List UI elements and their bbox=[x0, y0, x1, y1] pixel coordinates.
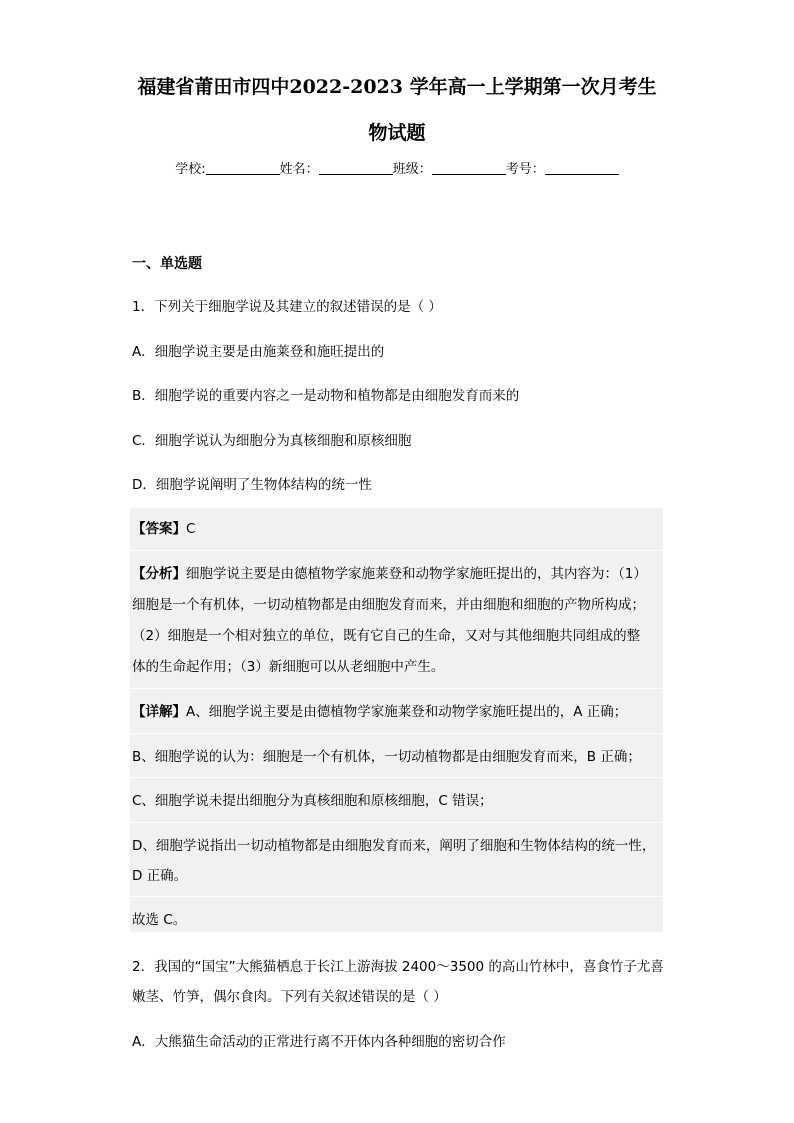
q1-conclusion: 故选 C。 bbox=[132, 912, 187, 928]
q1-stem: 1．下列关于细胞学说及其建立的叙述错误的是（ ） bbox=[132, 299, 442, 315]
answer-label: 【答案】 bbox=[132, 521, 186, 537]
detail-label: 【详解】 bbox=[132, 704, 186, 720]
exam-title bbox=[100, 64, 694, 156]
title-line-2: 物试题 bbox=[368, 122, 426, 144]
exam-number-label: 考号： bbox=[505, 162, 545, 177]
q2-option-a: A．大熊猫生命活动的正常进行离不开体内各种细胞的密切合作 bbox=[132, 1034, 506, 1050]
q1-detail-line: B、细胞学说的认为：细胞是一个有机体，一切动植物都是由细胞发育而来，B 正确； bbox=[132, 749, 641, 765]
q1-detail-line bbox=[132, 700, 627, 720]
answer-value: C bbox=[186, 521, 196, 537]
solution-divider bbox=[130, 688, 663, 689]
q1-option-c: C．细胞学说认为细胞分为真核细胞和原核细胞 bbox=[132, 433, 412, 449]
q1-analysis-line: 体的生命起作用；（3）新细胞可以从老细胞中产生。 bbox=[132, 659, 445, 675]
q2-stem-line: 2．我国的“国宝”大熊猫栖息于长江上游海拔 2400～3500 的高山竹林中，喜食竹子尤喜 bbox=[132, 959, 664, 975]
analysis-label: 【分析】 bbox=[132, 566, 186, 582]
q1-option-b: B．细胞学说的重要内容之一是动物和植物都是由细胞发育而来的 bbox=[132, 388, 520, 404]
class-blank bbox=[432, 160, 506, 175]
q1-option-d: D．细胞学说阐明了生物体结构的统一性 bbox=[132, 477, 372, 493]
school-blank bbox=[206, 160, 280, 175]
analysis-text: 细胞学说主要是由德植物学家施莱登和动物学家施旺提出的，其内容为：（1） bbox=[186, 566, 647, 582]
q2-stem-line: 嫩茎、竹笋，偶尔食肉。下列有关叙述错误的是（ ） bbox=[132, 989, 447, 1005]
class-label: 班级： bbox=[392, 162, 432, 177]
student-info-row bbox=[0, 158, 794, 177]
q1-option-a: A．细胞学说主要是由施莱登和施旺提出的 bbox=[132, 344, 385, 360]
q1-analysis-line bbox=[132, 562, 647, 582]
solution-divider bbox=[130, 550, 663, 551]
school-label: 学校: bbox=[175, 162, 206, 177]
exam-number-blank bbox=[545, 160, 619, 175]
title-line-1: 福建省莆田市四中2022-2023 学年高一上学期第一次月考生 bbox=[137, 76, 657, 98]
name-label: 姓名： bbox=[279, 162, 319, 177]
solution-divider bbox=[130, 733, 663, 734]
solution-divider bbox=[130, 777, 663, 778]
section-title: 一、单选题 bbox=[132, 256, 202, 272]
q1-detail-line: D 正确。 bbox=[132, 868, 188, 884]
q1-analysis-line: 细胞是一个有机体，一切动植物都是由细胞发育而来，并由细胞和细胞的产物所构成； bbox=[132, 597, 645, 613]
solution-divider bbox=[130, 896, 663, 897]
name-blank bbox=[319, 160, 393, 175]
detail-text: A、细胞学说主要是由德植物学家施莱登和动物学家施旺提出的，A 正确； bbox=[186, 704, 628, 720]
q1-detail-line: C、细胞学说未提出细胞分为真核细胞和原核细胞，C 错误； bbox=[132, 793, 493, 809]
q1-detail-line: D、细胞学说指出一切动植物都是由细胞发育而来，阐明了细胞和生物体结构的统一性， bbox=[132, 838, 656, 854]
q1-answer bbox=[132, 517, 195, 537]
solution-divider bbox=[130, 822, 663, 823]
q1-analysis-line: （2）细胞是一个相对独立的单位，既有它自己的生命，又对与其他细胞共同组成的整 bbox=[132, 628, 641, 644]
